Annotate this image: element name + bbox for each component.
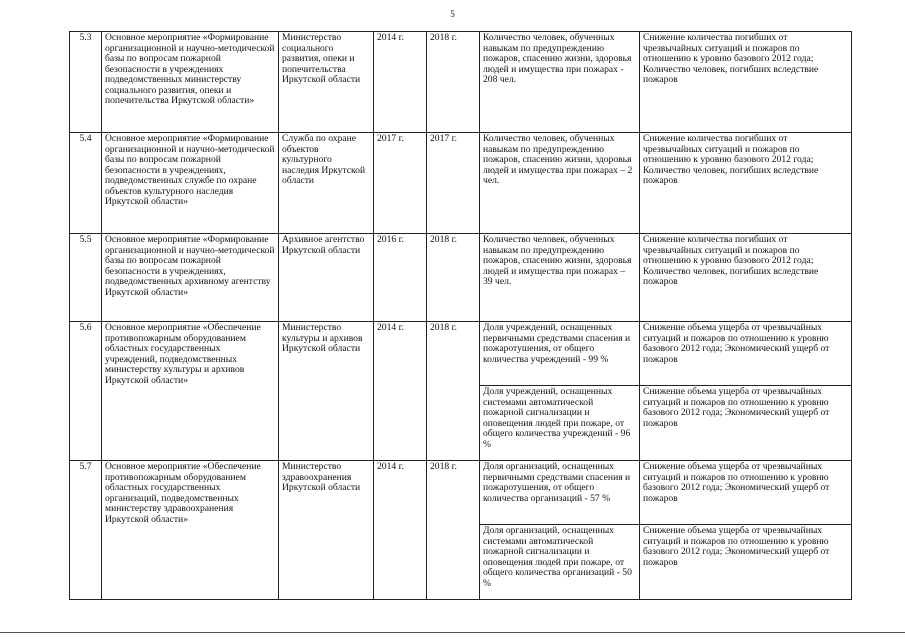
result-cell: Снижение количества погибших от чрезвычайных ситуаций и пожаров по отношению к уровню базового 2012 года; Количество человек, погибших вследствие пожаров	[640, 133, 852, 234]
row-number: 5.4	[70, 133, 102, 234]
indicator-cell: Доля учреждений, оснащенных системами автоматической пожарной сигнализации и оповещения людей при пожаре, от общего количества учреждений - 96 %	[480, 386, 640, 461]
indicator-cell: Количество человек, обученных навыкам по предупреждению пожаров, спасению жизни, здоровья людей и имущества при пожарах – 39 чел.	[480, 234, 640, 322]
result-cell: Снижение количества погибших от чрезвычайных ситуаций и пожаров по отношению к уровню базового 2012 года; Количество человек, погибших вследствие пожаров	[640, 234, 852, 322]
row-number: 5.7	[70, 461, 102, 600]
end-year-cell: 2018 г.	[427, 322, 480, 461]
end-year-cell: 2018 г.	[427, 32, 480, 133]
end-year-cell: 2017 г.	[427, 133, 480, 234]
row-number: 5.6	[70, 322, 102, 461]
result-cell: Снижение объема ущерба от чрезвычайных ситуаций и пожаров по отношению к уровню базового 2012 года; Экономический ущерб от пожаров	[640, 525, 852, 600]
table-row	[70, 133, 852, 234]
executor-cell: Министерство социального развития, опеки и попечительства Иркутской области	[279, 32, 374, 133]
result-cell: Снижение объема ущерба от чрезвычайных ситуаций и пожаров по отношению к уровню базового 2012 года; Экономический ущерб от пожаров	[640, 322, 852, 386]
end-year-cell: 2018 г.	[427, 234, 480, 322]
program-activities-table	[69, 31, 852, 600]
activity-cell: Основное мероприятие «Обеспечение противопожарным оборудованием областных государственных учреждений, подведомственных министерству культуры и архивов Иркутской области»	[102, 322, 279, 461]
indicator-cell: Доля организаций, оснащенных первичными средствами спасения и пожаротушения, от общего количества организаций - 57 %	[480, 461, 640, 525]
executor-cell: Министерство культуры и архивов Иркутской области	[279, 322, 374, 461]
start-year-cell: 2014 г.	[374, 32, 427, 133]
table-row	[70, 322, 852, 386]
table-row	[70, 234, 852, 322]
executor-cell: Служба по охране объектов культурного наследия Иркутской области	[279, 133, 374, 234]
result-cell: Снижение объема ущерба от чрезвычайных ситуаций и пожаров по отношению к уровню базового 2012 года; Экономический ущерб от пожаров	[640, 461, 852, 525]
executor-cell: Министерство здравоохранения Иркутской области	[279, 461, 374, 600]
row-number: 5.3	[70, 32, 102, 133]
start-year-cell: 2014 г.	[374, 322, 427, 461]
activity-cell: Основное мероприятие «Обеспечение противопожарным оборудованием областных государственных организаций, подведомственных министерству здравоохранения Иркутской области»	[102, 461, 279, 600]
result-cell: Снижение количества погибших от чрезвычайных ситуаций и пожаров по отношению к уровню базового 2012 года; Количество человек, погибших вследствие пожаров	[640, 32, 852, 133]
activity-cell: Основное мероприятие «Формирование организационной и научно-методической базы по вопросам пожарной безопасности в учреждениях, подведомственных архивному агентству Иркутской области»	[102, 234, 279, 322]
indicator-cell: Количество человек, обученных навыкам по предупреждению пожаров, спасению жизни, здоровья людей и имущества при пожарах - 208 чел.	[480, 32, 640, 133]
page-bottom-border	[0, 632, 905, 633]
start-year-cell: 2014 г.	[374, 461, 427, 600]
result-cell: Снижение объема ущерба от чрезвычайных ситуаций и пожаров по отношению к уровню базового 2012 года; Экономический ущерб от пожаров	[640, 386, 852, 461]
table-row	[70, 32, 852, 133]
page-number: 5	[450, 9, 455, 19]
indicator-cell: Доля учреждений, оснащенных первичными средствами спасения и пожаротушения, от общего количества учреждений - 99 %	[480, 322, 640, 386]
row-number: 5.5	[70, 234, 102, 322]
indicator-cell: Доля организаций, оснащенных системами автоматической пожарной сигнализации и оповещения людей при пожаре, от общего количества организаций - 50 %	[480, 525, 640, 600]
activity-cell: Основное мероприятие «Формирование организационной и научно-методической базы по вопросам пожарной безопасности в учреждениях, подведомственных службе по охране объектов культурного наследия Иркутской области»	[102, 133, 279, 234]
end-year-cell: 2018 г.	[427, 461, 480, 600]
start-year-cell: 2016 г.	[374, 234, 427, 322]
table-row	[70, 461, 852, 525]
executor-cell: Архивное агентство Иркутской области	[279, 234, 374, 322]
start-year-cell: 2017 г.	[374, 133, 427, 234]
indicator-cell: Количество человек, обученных навыкам по предупреждению пожаров, спасению жизни, здоровья людей и имущества при пожарах – 2 чел.	[480, 133, 640, 234]
activity-cell: Основное мероприятие «Формирование организационной и научно-методической базы по вопросам пожарной безопасности в учреждениях подведомственных министерству социального развития, опеки и попечительства Иркутской области»	[102, 32, 279, 133]
